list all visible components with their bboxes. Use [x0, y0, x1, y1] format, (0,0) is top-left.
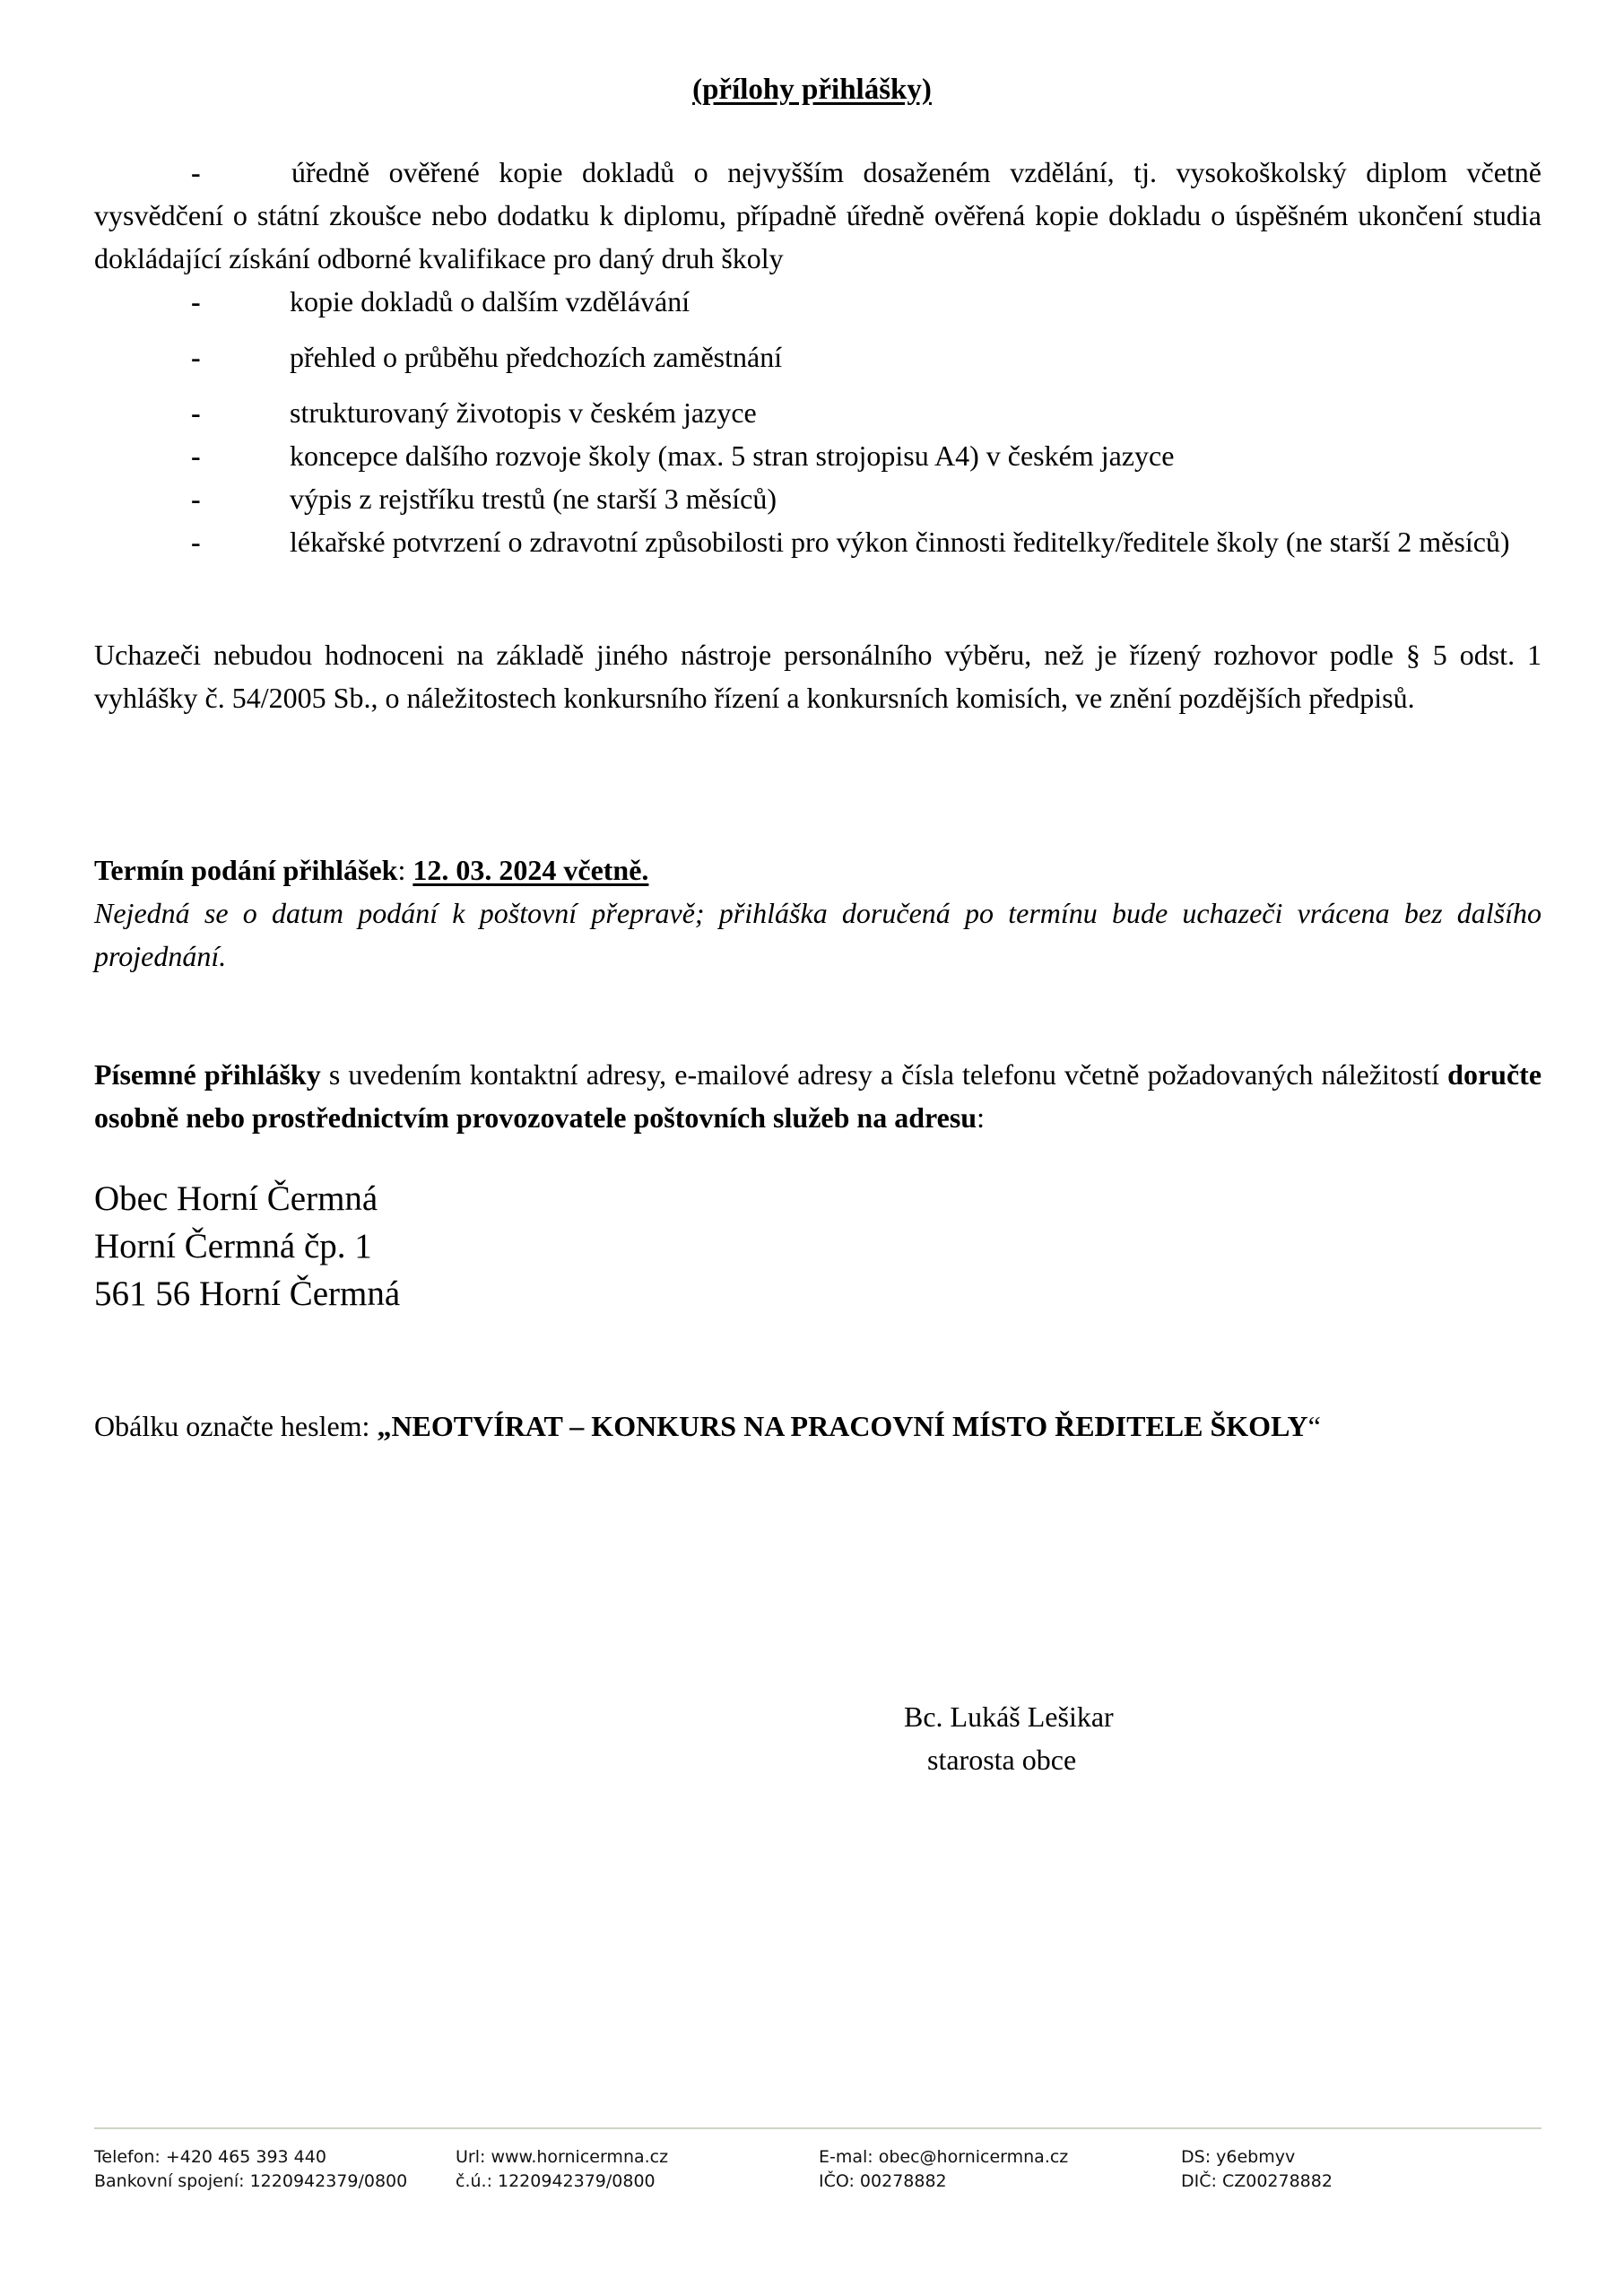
footer-row-2: [94, 2170, 1541, 2194]
footer-email: E-mal: obec@hornicermna.cz: [819, 2147, 1069, 2167]
bullet-dash: -: [191, 439, 201, 472]
list-item: [94, 151, 1541, 280]
footer-dic: DIČ: CZ00278882: [1181, 2171, 1333, 2191]
footer-row-1: [94, 2145, 1541, 2170]
bullet-dash: -: [191, 285, 201, 317]
list-item: [191, 391, 1541, 434]
footer-bank: Bankovní spojení: 1220942379/0800: [94, 2171, 408, 2191]
envelope-password: NEOTVÍRAT – KONKURS NA PRACOVNÍ MÍSTO ŘEDITELE ŠKOLY: [391, 1410, 1308, 1442]
mailing-address: [94, 1175, 400, 1318]
footer-ico: IČO: 00278882: [819, 2171, 947, 2191]
bullet-dash: -: [191, 526, 201, 558]
list-item: [191, 477, 1541, 520]
signature-block: [904, 1695, 1114, 1781]
bullet-dash: -: [191, 483, 201, 515]
deadline-date: 12. 03. 2024 včetně.: [413, 854, 649, 886]
list-item-text: přehled o průběhu předchozích zaměstnání: [290, 341, 783, 373]
footer: [94, 2145, 1541, 2194]
footer-account: č.ú.: 1220942379/0800: [456, 2171, 656, 2191]
submission-middle: s uvedením kontaktní adresy, e-mailové adresy a čísla telefonu včetně požadovaných náležitostí: [320, 1058, 1448, 1091]
list-item-text: úředně ověřené kopie dokladů o nejvyšším dosaženém vzdělání, tj. vysokoškolský diplom včetně vysvědčení o státní zkoušce nebo dodatku k diplomu, případně úředně ověřená kopie dokladu o úspěšném ukončení studia dokládající získání odborné kvalifikace pro daný druh školy: [94, 156, 1541, 274]
submission-trail: :: [977, 1101, 985, 1134]
envelope-instruction: [94, 1405, 1541, 1448]
title-text: (přílohy přihlášky): [692, 74, 932, 106]
list-item: [191, 280, 1541, 323]
submission-lead: Písemné přihlášky: [94, 1058, 321, 1091]
footer-phone: Telefon: +420 465 393 440: [94, 2147, 326, 2167]
submission-paragraph: [94, 1053, 1541, 1139]
attachments-list: [94, 151, 1541, 563]
list-item-text: kopie dokladů o dalším vzdělávání: [290, 285, 690, 317]
page-title: [0, 74, 1624, 107]
address-line-1: Obec Horní Čermná: [94, 1179, 378, 1218]
signatory-name: Bc. Lukáš Lešikar: [904, 1700, 1114, 1733]
footer-url: Url: www.hornicermna.cz: [456, 2147, 669, 2167]
list-item-text: strukturovaný životopis v českém jazyce: [290, 396, 757, 429]
footer-ds: DS: y6ebmyv: [1181, 2147, 1296, 2167]
bullet-dash: -: [191, 396, 201, 429]
list-item-text: koncepce dalšího rozvoje školy (max. 5 stran strojopisu A4) v českém jazyce: [290, 439, 1175, 472]
list-item: [191, 520, 1541, 563]
list-item: [191, 434, 1541, 477]
envelope-open-quote: „: [377, 1410, 392, 1442]
list-item-text: výpis z rejstříku trestů (ne starší 3 měsíců): [290, 483, 777, 515]
footer-divider: [94, 2127, 1541, 2129]
bullet-dash: -: [191, 341, 201, 373]
list-item-text: lékařské potvrzení o zdravotní způsobilosti pro výkon činnosti ředitelky/ředitele školy (ne starší 2 měsíců): [290, 526, 1510, 558]
address-line-3: 561 56 Horní Čermná: [94, 1274, 401, 1313]
deadline-separator: :: [397, 854, 413, 886]
list-item: [191, 335, 1541, 378]
deadline-note: Nejedná se o datum podání k poštovní přepravě; přihláška doručená po termínu bude uchazeči vrácena bez dalšího projednání.: [94, 897, 1541, 972]
envelope-close-quote: “: [1307, 1410, 1321, 1442]
deadline-section: [94, 848, 1541, 978]
address-line-2: Horní Čermná čp. 1: [94, 1227, 372, 1265]
submission-instruction: doručte osobně nebo prostřednictvím provozovatele poštovních služeb na adresu: [94, 1058, 1542, 1134]
bullet-dash: -: [191, 156, 201, 188]
evaluation-paragraph: Uchazeči nebudou hodnoceni na základě jiného nástroje personálního výběru, než je řízený rozhovor podle § 5 odst. 1 vyhlášky č. 54/2005 Sb., o náležitostech konkursního řízení a konkursních komisích, ve znění pozdějších předpisů.: [94, 639, 1541, 714]
signatory-role: starosta obce: [927, 1744, 1077, 1776]
deadline-label: Termín podání přihlášek: [94, 854, 398, 886]
envelope-label: Obálku označte heslem:: [94, 1410, 378, 1442]
